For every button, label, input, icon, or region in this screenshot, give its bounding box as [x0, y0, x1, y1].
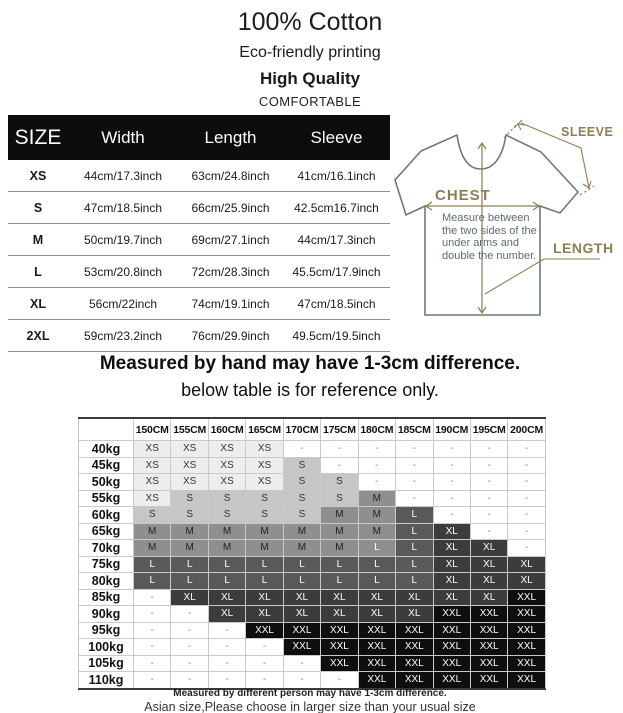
matrix-cell: -: [470, 474, 507, 491]
matrix-cell: -: [246, 655, 283, 672]
tshirt-measure-diagram: [393, 103, 623, 335]
claim-quality: High Quality: [259, 69, 361, 88]
matrix-cell: XXL: [433, 622, 470, 639]
matrix-row: [79, 457, 546, 474]
matrix-cell: XS: [208, 474, 245, 491]
matrix-cell: M: [321, 523, 358, 540]
matrix-cell: XL: [246, 606, 283, 623]
matrix-cell: S: [208, 490, 245, 507]
matrix-row: [79, 589, 546, 606]
size-table-cell-width: 53cm/20.8inch: [68, 256, 178, 288]
matrix-cell: -: [508, 540, 545, 557]
matrix-cell: XXL: [433, 672, 470, 689]
matrix-cell: -: [470, 523, 507, 540]
matrix-cell: -: [134, 655, 171, 672]
sleeve-label: SLEEVE: [561, 125, 614, 139]
notice-line1: Measured by hand may have 1-3cm difference.: [99, 353, 521, 374]
matrix-cell: XL: [508, 573, 545, 590]
matrix-cell: M: [358, 490, 395, 507]
matrix-cell: XL: [470, 589, 507, 606]
matrix-cell: XXL: [321, 622, 358, 639]
matrix-row: [79, 622, 546, 639]
matrix-cell: L: [208, 556, 245, 573]
matrix-cell: -: [246, 672, 283, 689]
matrix-cell: L: [134, 573, 171, 590]
matrix-cell: -: [358, 457, 395, 474]
matrix-cell: L: [396, 507, 433, 524]
matrix-cell: L: [358, 556, 395, 573]
matrix-cell: XXL: [396, 639, 433, 656]
matrix-cell: -: [171, 622, 208, 639]
size-table-row: [8, 224, 390, 256]
matrix-cell: XXL: [358, 655, 395, 672]
matrix-cell: XXL: [470, 622, 507, 639]
matrix-cell: XS: [134, 441, 171, 458]
matrix-cell: XL: [433, 573, 470, 590]
matrix-cell: S: [134, 507, 171, 524]
matrix-cell: XL: [470, 540, 507, 557]
claim-eco: Eco-friendly printing: [239, 44, 381, 61]
size-table-cell-sleeve: 42.5cm16.7inch: [283, 192, 390, 224]
matrix-cell: -: [208, 639, 245, 656]
matrix-cell: S: [171, 490, 208, 507]
matrix-cell: XS: [208, 441, 245, 458]
matrix-height-header: 180CM: [358, 418, 395, 441]
matrix-cell: -: [283, 655, 320, 672]
matrix-cell: XXL: [470, 606, 507, 623]
product-claims: [0, 5, 620, 109]
matrix-corner-cell: [79, 418, 134, 441]
matrix-cell: L: [396, 573, 433, 590]
matrix-cell: L: [246, 573, 283, 590]
matrix-cell: XS: [134, 474, 171, 491]
matrix-cell: XL: [508, 556, 545, 573]
matrix-cell: XXL: [283, 622, 320, 639]
matrix-height-header: 170CM: [283, 418, 320, 441]
matrix-cell: -: [508, 490, 545, 507]
matrix-cell: XL: [358, 589, 395, 606]
matrix-cell: -: [396, 441, 433, 458]
size-table-cell-sleeve: 47cm/18.5inch: [283, 288, 390, 320]
matrix-cell: XS: [246, 474, 283, 491]
matrix-cell: XL: [470, 573, 507, 590]
size-table-col-size: SIZE: [8, 115, 68, 160]
matrix-cell: -: [470, 457, 507, 474]
matrix-cell: -: [433, 490, 470, 507]
matrix-row: [79, 441, 546, 458]
matrix-weight-label: 50kg: [79, 474, 134, 491]
matrix-height-header: 150CM: [134, 418, 171, 441]
matrix-cell: L: [396, 523, 433, 540]
matrix-cell: L: [358, 573, 395, 590]
size-table-row: [8, 160, 390, 192]
matrix-cell: -: [433, 441, 470, 458]
matrix-cell: -: [208, 655, 245, 672]
size-table-row: [8, 192, 390, 224]
matrix-cell: -: [508, 441, 545, 458]
size-table-col-width: Width: [68, 115, 178, 160]
matrix-cell: XL: [283, 606, 320, 623]
matrix-cell: M: [171, 523, 208, 540]
matrix-height-header: 160CM: [208, 418, 245, 441]
matrix-height-header: 200CM: [508, 418, 545, 441]
matrix-body: [79, 441, 546, 689]
matrix-cell: M: [208, 540, 245, 557]
matrix-cell: XXL: [508, 639, 545, 656]
matrix-cell: XL: [396, 606, 433, 623]
matrix-cell: S: [171, 507, 208, 524]
matrix-cell: L: [246, 556, 283, 573]
matrix-cell: XXL: [433, 655, 470, 672]
matrix-cell: -: [134, 606, 171, 623]
size-table-row: [8, 288, 390, 320]
matrix-weight-label: 85kg: [79, 589, 134, 606]
matrix-cell: -: [508, 507, 545, 524]
matrix-cell: XXL: [358, 672, 395, 689]
matrix-cell: -: [283, 672, 320, 689]
matrix-height-header: 195CM: [470, 418, 507, 441]
matrix-cell: -: [396, 474, 433, 491]
matrix-cell: M: [283, 523, 320, 540]
matrix-cell: M: [246, 523, 283, 540]
matrix-cell: -: [433, 457, 470, 474]
size-table-cell-sleeve: 49.5cm/19.5inch: [283, 320, 390, 352]
matrix-cell: M: [358, 523, 395, 540]
matrix-cell: XXL: [433, 639, 470, 656]
matrix-cell: -: [246, 639, 283, 656]
matrix-row: [79, 523, 546, 540]
matrix-cell: -: [134, 639, 171, 656]
matrix-cell: S: [246, 490, 283, 507]
matrix-height-header: 190CM: [433, 418, 470, 441]
matrix-header: [79, 418, 546, 441]
matrix-cell: XL: [208, 606, 245, 623]
matrix-cell: -: [433, 474, 470, 491]
matrix-cell: XXL: [396, 672, 433, 689]
matrix-weight-label: 100kg: [79, 639, 134, 656]
matrix-cell: S: [246, 507, 283, 524]
matrix-cell: L: [396, 540, 433, 557]
matrix-cell: M: [283, 540, 320, 557]
matrix-cell: XL: [433, 589, 470, 606]
matrix-cell: XXL: [358, 639, 395, 656]
size-table-body: [8, 160, 390, 352]
matrix-cell: XXL: [396, 655, 433, 672]
footer-line1: Measured by different person may have 1-3cm difference.: [173, 688, 447, 699]
matrix-cell: XXL: [470, 655, 507, 672]
matrix-cell: -: [134, 672, 171, 689]
size-table-cell-length: 69cm/27.1inch: [178, 224, 283, 256]
size-table-cell-size: XL: [8, 288, 68, 320]
matrix-height-header: 175CM: [321, 418, 358, 441]
size-table-col-length: Length: [178, 115, 283, 160]
matrix-cell: -: [321, 457, 358, 474]
matrix-weight-label: 40kg: [79, 441, 134, 458]
matrix-cell: M: [246, 540, 283, 557]
size-table-row: [8, 320, 390, 352]
matrix-cell: XXL: [358, 622, 395, 639]
matrix-cell: XXL: [321, 655, 358, 672]
matrix-cell: L: [283, 556, 320, 573]
size-table-cell-length: 63cm/24.8inch: [178, 160, 283, 192]
size-table-cell-length: 76cm/29.9inch: [178, 320, 283, 352]
height-weight-matrix: [78, 417, 546, 690]
matrix-cell: -: [508, 523, 545, 540]
matrix-cell: XL: [396, 589, 433, 606]
size-table-cell-length: 74cm/19.1inch: [178, 288, 283, 320]
matrix-cell: L: [208, 573, 245, 590]
matrix-cell: XL: [358, 606, 395, 623]
size-table-cell-size: S: [8, 192, 68, 224]
size-table-cell-size: 2XL: [8, 320, 68, 352]
matrix-cell: M: [321, 540, 358, 557]
matrix-cell: XS: [208, 457, 245, 474]
matrix-row: [79, 507, 546, 524]
matrix-row: [79, 606, 546, 623]
footer-notes: [0, 688, 620, 713]
claim-comfortable: COMFORTABLE: [258, 94, 362, 109]
matrix-cell: L: [396, 556, 433, 573]
matrix-cell: -: [208, 672, 245, 689]
matrix-cell: -: [433, 507, 470, 524]
matrix-cell: S: [283, 507, 320, 524]
matrix-cell: XS: [134, 457, 171, 474]
size-table-col-sleeve: Sleeve: [283, 115, 390, 160]
size-table-cell-sleeve: 45.5cm/17.9inch: [283, 256, 390, 288]
matrix-cell: -: [171, 672, 208, 689]
matrix-cell: L: [283, 573, 320, 590]
matrix-cell: -: [134, 589, 171, 606]
matrix-cell: M: [171, 540, 208, 557]
matrix-cell: -: [396, 457, 433, 474]
matrix-cell: -: [134, 622, 171, 639]
matrix-weight-label: 110kg: [79, 672, 134, 689]
size-table-cell-sleeve: 41cm/16.1inch: [283, 160, 390, 192]
matrix-cell: XXL: [508, 655, 545, 672]
matrix-cell: M: [134, 523, 171, 540]
size-table-cell-sleeve: 44cm/17.3inch: [283, 224, 390, 256]
matrix-cell: -: [470, 490, 507, 507]
matrix-cell: XXL: [508, 589, 545, 606]
matrix-cell: XS: [171, 457, 208, 474]
matrix-cell: -: [358, 474, 395, 491]
matrix-row: [79, 655, 546, 672]
footer-line2: Asian size,Please choose in larger size than your usual size: [144, 700, 476, 713]
matrix-cell: S: [283, 457, 320, 474]
matrix-weight-label: 75kg: [79, 556, 134, 573]
matrix-cell: XXL: [508, 672, 545, 689]
size-table-cell-size: L: [8, 256, 68, 288]
matrix-cell: XL: [246, 589, 283, 606]
matrix-cell: XL: [283, 589, 320, 606]
size-table-cell-length: 72cm/28.3inch: [178, 256, 283, 288]
matrix-weight-label: 90kg: [79, 606, 134, 623]
matrix-cell: XL: [321, 606, 358, 623]
claim-cotton: 100% Cotton: [237, 8, 383, 36]
matrix-cell: XXL: [470, 639, 507, 656]
matrix-cell: L: [358, 540, 395, 557]
size-table: [8, 115, 390, 352]
size-table-cell-width: 59cm/23.2inch: [68, 320, 178, 352]
matrix-cell: -: [171, 606, 208, 623]
matrix-cell: XL: [433, 523, 470, 540]
chest-label: CHEST: [435, 187, 491, 204]
matrix-cell: S: [321, 474, 358, 491]
matrix-weight-label: 70kg: [79, 540, 134, 557]
notice-line2: below table is for reference only.: [181, 380, 439, 400]
matrix-cell: XS: [246, 457, 283, 474]
matrix-header-row: [79, 418, 546, 441]
matrix-cell: S: [283, 490, 320, 507]
matrix-cell: L: [171, 556, 208, 573]
matrix-height-header: 165CM: [246, 418, 283, 441]
matrix-row: [79, 474, 546, 491]
matrix-cell: -: [358, 441, 395, 458]
size-table-cell-width: 56cm/22inch: [68, 288, 178, 320]
matrix-weight-label: 95kg: [79, 622, 134, 639]
matrix-cell: M: [321, 507, 358, 524]
matrix-height-header: 155CM: [171, 418, 208, 441]
matrix-row: [79, 490, 546, 507]
matrix-row: [79, 556, 546, 573]
matrix-cell: -: [470, 507, 507, 524]
size-table-header-row: [8, 115, 390, 160]
matrix-cell: L: [171, 573, 208, 590]
matrix-cell: XXL: [508, 606, 545, 623]
matrix-cell: XL: [433, 556, 470, 573]
matrix-cell: XL: [470, 556, 507, 573]
size-table-cell-width: 47cm/18.5inch: [68, 192, 178, 224]
matrix-cell: -: [508, 474, 545, 491]
matrix-cell: M: [134, 540, 171, 557]
size-table-header: [8, 115, 390, 160]
matrix-row: [79, 573, 546, 590]
matrix-cell: XS: [171, 441, 208, 458]
matrix-cell: XXL: [283, 639, 320, 656]
length-label: LENGTH: [553, 240, 614, 256]
matrix-cell: M: [208, 523, 245, 540]
size-table-cell-width: 44cm/17.3inch: [68, 160, 178, 192]
matrix-cell: -: [396, 490, 433, 507]
matrix-cell: -: [508, 457, 545, 474]
matrix-cell: -: [208, 622, 245, 639]
matrix-cell: XXL: [396, 622, 433, 639]
matrix-cell: L: [321, 556, 358, 573]
matrix-cell: -: [321, 441, 358, 458]
matrix-cell: -: [171, 655, 208, 672]
matrix-weight-label: 60kg: [79, 507, 134, 524]
matrix-cell: XXL: [470, 672, 507, 689]
matrix-cell: -: [470, 441, 507, 458]
matrix-row: [79, 672, 546, 689]
matrix-cell: M: [358, 507, 395, 524]
matrix-cell: XXL: [321, 639, 358, 656]
matrix-cell: -: [321, 672, 358, 689]
matrix-weight-label: 80kg: [79, 573, 134, 590]
matrix-cell: XXL: [433, 606, 470, 623]
matrix-cell: XXL: [246, 622, 283, 639]
matrix-cell: L: [134, 556, 171, 573]
size-table-cell-length: 66cm/25.9inch: [178, 192, 283, 224]
matrix-cell: S: [283, 474, 320, 491]
matrix-cell: S: [208, 507, 245, 524]
size-table-cell-size: XS: [8, 160, 68, 192]
matrix-weight-label: 65kg: [79, 523, 134, 540]
size-table-cell-width: 50cm/19.7inch: [68, 224, 178, 256]
matrix-cell: XL: [171, 589, 208, 606]
matrix-cell: XL: [321, 589, 358, 606]
matrix-row: [79, 540, 546, 557]
matrix-cell: XXL: [508, 622, 545, 639]
size-table-cell-size: M: [8, 224, 68, 256]
matrix-row: [79, 639, 546, 656]
matrix-cell: -: [171, 639, 208, 656]
matrix-cell: XS: [134, 490, 171, 507]
size-table-row: [8, 256, 390, 288]
matrix-cell: L: [321, 573, 358, 590]
chest-measure-note: Measure between the two sides of the under arms and double the number.: [442, 212, 537, 262]
matrix-height-header: 185CM: [396, 418, 433, 441]
matrix-cell: XL: [208, 589, 245, 606]
matrix-cell: S: [321, 490, 358, 507]
matrix-weight-label: 105kg: [79, 655, 134, 672]
matrix-cell: XS: [171, 474, 208, 491]
matrix-weight-label: 45kg: [79, 457, 134, 474]
measure-notice: [0, 353, 620, 401]
matrix-cell: -: [283, 441, 320, 458]
matrix-cell: XL: [433, 540, 470, 557]
matrix-cell: XS: [246, 441, 283, 458]
matrix-weight-label: 55kg: [79, 490, 134, 507]
